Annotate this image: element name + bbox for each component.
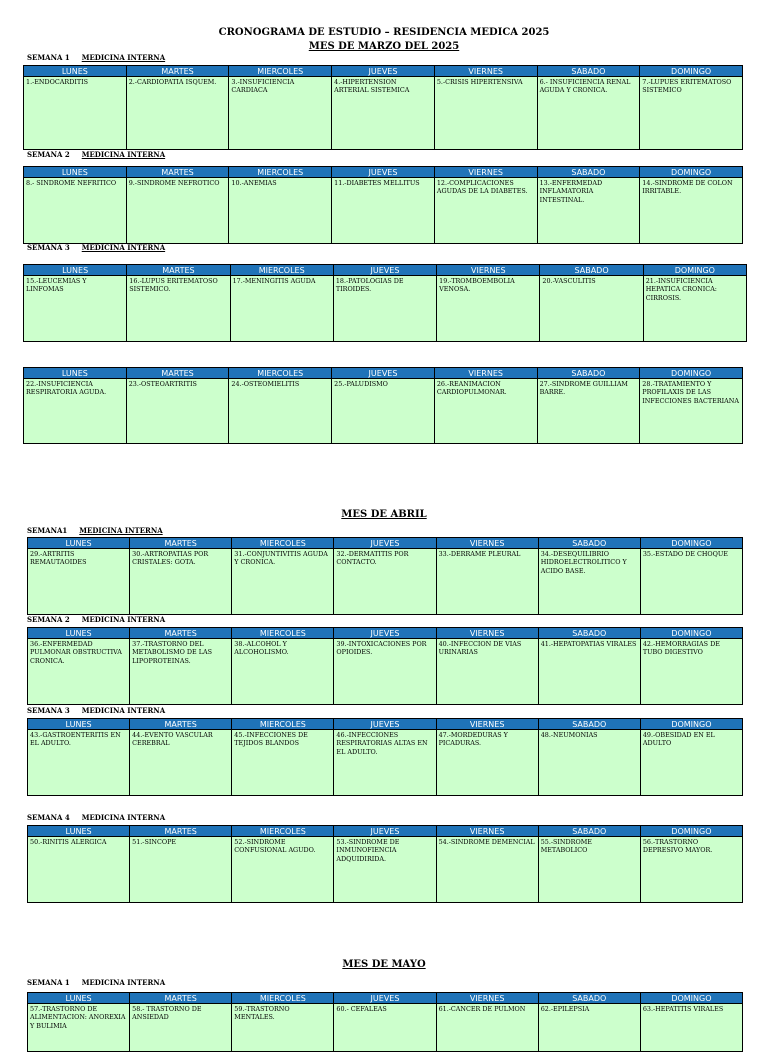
day-header: SABADO (539, 719, 640, 730)
day-header: VIERNES (435, 167, 537, 178)
topic-cell: 53.-SINDROME DE INMUNOFIENCIA ADQUIDIRIDA. (334, 837, 435, 902)
topic-cell: 29.-ARTRITIS REMAUTAOIDES (28, 549, 129, 614)
day-header: MIERCOLES (232, 993, 333, 1004)
day-header: LUNES (24, 265, 126, 276)
day-header: SABADO (539, 538, 640, 549)
topic-cell: 41.-HEPATOPATIAS VIRALES (539, 639, 640, 704)
topic-cell: 61.-CANCER DE PULMON (437, 1004, 538, 1051)
day-header: SABADO (538, 167, 640, 178)
day-header: MARTES (127, 66, 229, 77)
topic-cell: 20.-VASCULITIS (540, 276, 642, 341)
topic-cell: 21.-INSUFICIENCIA HEPATICA CRONICA: CIRROSIS. (644, 276, 746, 341)
week-subject: MEDICINA INTERNA (81, 813, 166, 822)
topic-cell: 22.-INSUFICIENCIA RESPIRATORIA AGUDA. (24, 379, 126, 443)
topic-cell: 56.-TRASTORNO DEPRESIVO MAYOR. (641, 837, 742, 902)
topic-cell: 59.-TRASTORNO MENTALES. (232, 1004, 333, 1051)
topic-cell: 36.-ENFERMEDAD PULMONAR OBSTRUCTIVA CRONICA. (28, 639, 129, 704)
day-header: JUEVES (334, 265, 436, 276)
day-header: LUNES (28, 719, 129, 730)
day-header: SABADO (539, 628, 640, 639)
day-header: VIERNES (437, 719, 538, 730)
week-label (27, 526, 163, 535)
day-header: DOMINGO (640, 368, 742, 379)
week-number: SEMANA1 (27, 526, 68, 535)
topic-cell: 52.-SINDROME CONFUSIONAL AGUDO. (232, 837, 333, 902)
week-number: SEMANA 2 (27, 615, 70, 624)
topic-cell: 15.-LEUCEMIAS Y LINFOMAS (24, 276, 126, 341)
topic-cell: 62.-EPILEPSIA (539, 1004, 640, 1051)
day-header: VIERNES (437, 826, 538, 837)
day-header: SABADO (538, 368, 640, 379)
topic-cell: 25.-PALUDISMO (332, 379, 434, 443)
day-header: MIERCOLES (231, 265, 333, 276)
topic-cell: 33.-DERRAME PLEURAL (437, 549, 538, 614)
topic-cell: 8.- SINDROME NEFRITICO (24, 178, 126, 243)
day-header: JUEVES (332, 66, 434, 77)
topic-cell: 9.-SINDROME NEFROTICO (127, 178, 229, 243)
topic-cell: 57.-TRASTORNO DE ALIMENTACION: ANOREXIA Y BULIMIA (28, 1004, 129, 1051)
day-header: MARTES (127, 167, 229, 178)
day-header: MIERCOLES (232, 538, 333, 549)
week-subject: MEDICINA INTERNA (81, 706, 166, 715)
day-header: SABADO (539, 826, 640, 837)
topic-cell: 18.-PATOLOGIAS DE TIROIDES. (334, 276, 436, 341)
topic-cell: 46.-INFECCIONES RESPIRATORIAS ALTAS EN EL ADULTO. (334, 730, 435, 795)
week-subject: MEDICINA INTERNA (81, 243, 166, 252)
topic-cell: 35.-ESTADO DE CHOQUE (641, 549, 742, 614)
topic-cell: 60.- CEFALEAS (334, 1004, 435, 1051)
week-subject: MEDICINA INTERNA (81, 615, 166, 624)
day-header: JUEVES (332, 368, 434, 379)
week-number: SEMANA 4 (27, 813, 70, 822)
topic-cell: 5.-CRISIS HIPERTENSIVA (435, 77, 537, 149)
week-table (27, 825, 743, 903)
day-header: SABADO (540, 265, 642, 276)
topic-cell: 45.-INFECCIONES DE TEJIDOS BLANDOS (232, 730, 333, 795)
topic-cell: 30.-ARTROPATIAS POR CRISTALES: GOTA. (130, 549, 231, 614)
topic-cell: 63.-HEPATITIS VIRALES (641, 1004, 742, 1051)
week-label (27, 978, 165, 987)
week-subject: MEDICINA INTERNA (79, 526, 163, 535)
day-header: MARTES (130, 993, 231, 1004)
week-table (23, 166, 743, 244)
day-header: LUNES (28, 993, 129, 1004)
day-header: MIERCOLES (232, 628, 333, 639)
topic-cell: 37.-TRASTORNO DEL METABOLISMO DE LAS LIPOPROTEINAS. (130, 639, 231, 704)
topic-cell: 38.-ALCOHOL Y ALCOHOLISMO. (232, 639, 333, 704)
topic-cell: 1.-ENDOCARDITIS (24, 77, 126, 149)
week-number: SEMANA 3 (27, 706, 70, 715)
day-header: LUNES (28, 628, 129, 639)
week-table (27, 718, 743, 796)
week-table (23, 65, 743, 150)
topic-cell: 50.-RINITIS ALERGICA (28, 837, 129, 902)
topic-cell: 24.-OSTEOMIELITIS (229, 379, 331, 443)
day-header: VIERNES (437, 265, 539, 276)
week-table (23, 367, 743, 444)
topic-cell: 23.-OSTEOARTRITIS (127, 379, 229, 443)
topic-cell: 43.-GASTROENTERITIS EN EL ADULTO. (28, 730, 129, 795)
day-header: SABADO (538, 66, 640, 77)
week-subject: MEDICINA INTERNA (81, 978, 166, 987)
day-header: VIERNES (437, 538, 538, 549)
day-header: MARTES (130, 538, 231, 549)
day-header: LUNES (28, 826, 129, 837)
week-subject: MEDICINA INTERNA (81, 150, 166, 159)
day-header: SABADO (539, 993, 640, 1004)
topic-cell: 6.- INSUFICIENCIA RENAL AGUDA Y CRONICA. (538, 77, 640, 149)
day-header: LUNES (24, 167, 126, 178)
week-subject: MEDICINA INTERNA (81, 53, 166, 62)
week-label (27, 813, 165, 822)
week-label (27, 150, 165, 159)
topic-cell: 2.-CARDIOPATIA ISQUEM. (127, 77, 229, 149)
day-header: MARTES (130, 628, 231, 639)
topic-cell: 14.-SINDROME DE COLON IRRITABLE. (640, 178, 742, 243)
topic-cell: 4.-HIPERTENSION ARTERIAL SISTEMICA (332, 77, 434, 149)
topic-cell: 27.-SINDROME GUILLIAM BARRE. (538, 379, 640, 443)
day-header: DOMINGO (641, 826, 742, 837)
day-header: MARTES (130, 719, 231, 730)
day-header: VIERNES (437, 993, 538, 1004)
day-header: DOMINGO (644, 265, 746, 276)
topic-cell: 34.-DESEQUILIBRIO HIDROELECTROLITICO Y ACIDO BASE. (539, 549, 640, 614)
topic-cell: 47.-MORDEDURAS Y PICADURAS. (437, 730, 538, 795)
topic-cell: 55.-SINDROME METABOLICO (539, 837, 640, 902)
day-header: MARTES (130, 826, 231, 837)
day-header: DOMINGO (641, 719, 742, 730)
day-header: JUEVES (334, 826, 435, 837)
topic-cell: 11.-DIABETES MELLITUS (332, 178, 434, 243)
week-table (23, 264, 747, 342)
day-header: JUEVES (334, 993, 435, 1004)
day-header: JUEVES (332, 167, 434, 178)
day-header: DOMINGO (641, 538, 742, 549)
day-header: JUEVES (334, 719, 435, 730)
day-header: VIERNES (437, 628, 538, 639)
month-title-may: MES DE MAYO (342, 959, 426, 970)
week-table (27, 627, 743, 705)
topic-cell: 7.-LUPUES ERITEMATOSO SISTEMICO (640, 77, 742, 149)
week-number: SEMANA 2 (27, 150, 70, 159)
day-header: JUEVES (334, 538, 435, 549)
topic-cell: 3.-INSUFICIENCIA CARDIACA (229, 77, 331, 149)
topic-cell: 40.-INFECCION DE VIAS URINARIAS (437, 639, 538, 704)
topic-cell: 10.-ANEMIAS (229, 178, 331, 243)
topic-cell: 19.-TROMBOEMBOLIA VENOSA. (437, 276, 539, 341)
topic-cell: 12.-COMPLICACIONES AGUDAS DE LA DIABETES. (435, 178, 537, 243)
day-header: LUNES (28, 538, 129, 549)
day-header: VIERNES (435, 368, 537, 379)
week-table (27, 992, 743, 1052)
week-table (27, 537, 743, 615)
topic-cell: 42.-HEMORRAGIAS DE TUBO DIGESTIVO (641, 639, 742, 704)
day-header: MIERCOLES (229, 66, 331, 77)
topic-cell: 48.-NEUMONIAS (539, 730, 640, 795)
topic-cell: 26.-REANIMACION CARDIOPULMONAR. (435, 379, 537, 443)
topic-cell: 17.-MENINGITIS AGUDA (231, 276, 333, 341)
title-main: CRONOGRAMA DE ESTUDIO – RESIDENCIA MEDICA 2025 (218, 27, 550, 38)
day-header: MIERCOLES (229, 368, 331, 379)
month-title-april: MES DE ABRIL (341, 509, 427, 520)
day-header: VIERNES (435, 66, 537, 77)
month-title-march: MES DE MARZO DEL 2025 (308, 41, 460, 52)
topic-cell: 32.-DERMATITIS POR CONTACTO. (334, 549, 435, 614)
day-header: DOMINGO (640, 66, 742, 77)
day-header: JUEVES (334, 628, 435, 639)
topic-cell: 54.-SINDROME DEMENCIAL (437, 837, 538, 902)
day-header: DOMINGO (641, 993, 742, 1004)
day-header: LUNES (24, 368, 126, 379)
day-header: MIERCOLES (232, 826, 333, 837)
week-number: SEMANA 1 (27, 978, 70, 987)
week-number: SEMANA 3 (27, 243, 70, 252)
topic-cell: 28.-TRATAMIENTO Y PROFILAXIS DE LAS INFECCIONES BACTERIANA (640, 379, 742, 443)
topic-cell: 44.-EVENTO VASCULAR CEREBRAL (130, 730, 231, 795)
week-label (27, 615, 165, 624)
day-header: MARTES (127, 368, 229, 379)
topic-cell: 13.-ENFERMEDAD INFLAMATORIA INTESTINAL. (538, 178, 640, 243)
day-header: LUNES (24, 66, 126, 77)
topic-cell: 49.-OBESIDAD EN EL ADULTO (641, 730, 742, 795)
topic-cell: 16.-LUPUS ERITEMATOSO SISTEMICO. (127, 276, 229, 341)
day-header: MIERCOLES (232, 719, 333, 730)
week-label (27, 53, 165, 62)
week-number: SEMANA 1 (27, 53, 70, 62)
day-header: DOMINGO (641, 628, 742, 639)
topic-cell: 51.-SINCOPE (130, 837, 231, 902)
topic-cell: 31.-CONJUNTIVITIS AGUDA Y CRONICA. (232, 549, 333, 614)
week-label (27, 243, 165, 252)
week-label (27, 706, 165, 715)
topic-cell: 39.-INTOXICACIONES POR OPIOIDES. (334, 639, 435, 704)
day-header: MIERCOLES (229, 167, 331, 178)
day-header: DOMINGO (640, 167, 742, 178)
topic-cell: 58.- TRASTORNO DE ANSIEDAD (130, 1004, 231, 1051)
day-header: MARTES (127, 265, 229, 276)
